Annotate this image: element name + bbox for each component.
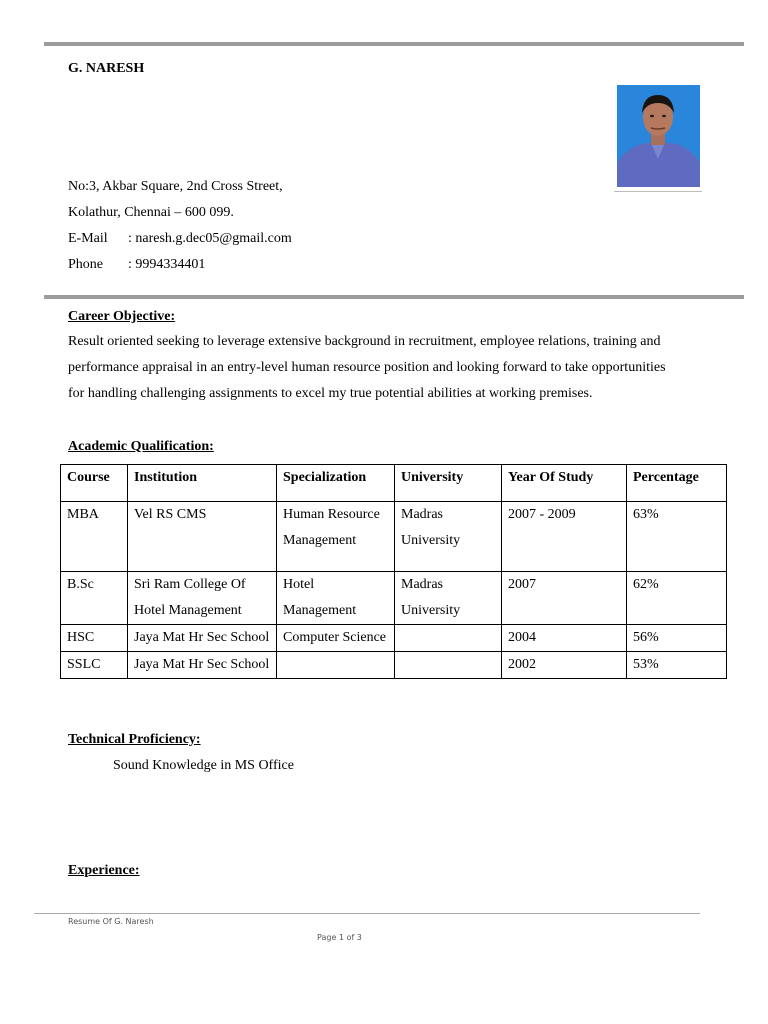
experience-heading: Experience:: [68, 863, 140, 878]
table-row: [61, 625, 727, 652]
table-header-row: [61, 465, 727, 502]
profile-photo-image: [617, 85, 700, 187]
address-line-2: Kolathur, Chennai – 600 099.: [68, 205, 234, 220]
table-cell: [277, 652, 395, 679]
table-cell: Madras University: [395, 502, 502, 572]
technical-proficiency-heading: Technical Proficiency:: [68, 732, 201, 747]
section-divider: [44, 295, 744, 299]
table-cell: 62%: [627, 572, 727, 625]
career-line: Result oriented seeking to leverage extensive background in recruitment, employee relations, training and: [68, 334, 661, 349]
top-divider: [44, 42, 744, 46]
table-cell: Madras University: [395, 572, 502, 625]
footer-page-number: Page 1 of 3: [317, 933, 362, 942]
footer-divider: [34, 913, 700, 914]
email-row: [68, 226, 292, 252]
table-cell: 2007 - 2009: [502, 502, 627, 572]
table-cell: SSLC: [61, 652, 128, 679]
table-cell: B.Sc: [61, 572, 128, 625]
profile-photo: [617, 85, 700, 187]
career-objective-heading: Career Objective:: [68, 309, 176, 324]
table-row: [61, 572, 727, 625]
column-header: Percentage: [627, 465, 727, 502]
table-cell: Computer Science: [277, 625, 395, 652]
career-line: for handling challenging assignments to excel my true potential abilities at working premises.: [68, 386, 593, 401]
phone-value: : 9994334401: [128, 257, 206, 272]
table-cell: [395, 625, 502, 652]
column-header: Specialization: [277, 465, 395, 502]
technical-proficiency-item: Sound Knowledge in MS Office: [113, 758, 294, 773]
column-header: University: [395, 465, 502, 502]
table-cell: HSC: [61, 625, 128, 652]
table-cell: 63%: [627, 502, 727, 572]
table-cell: 2007: [502, 572, 627, 625]
career-objective-text: [68, 329, 728, 407]
column-header: Year Of Study: [502, 465, 627, 502]
academic-qualification-table: [60, 464, 727, 679]
photo-underline: [614, 191, 702, 192]
address-line-1: No:3, Akbar Square, 2nd Cross Street,: [68, 179, 283, 194]
table-cell: Sri Ram College Of Hotel Management: [128, 572, 277, 625]
email-value: : naresh.g.dec05@gmail.com: [128, 231, 292, 246]
column-header: Course: [61, 465, 128, 502]
table-row: [61, 652, 727, 679]
academic-qualification-heading: Academic Qualification:: [68, 439, 214, 454]
phone-row: [68, 252, 205, 278]
table-cell: Human Resource Management: [277, 502, 395, 572]
footer-resume-title: Resume Of G. Naresh: [68, 917, 154, 926]
table-cell: 2002: [502, 652, 627, 679]
phone-label: Phone: [68, 257, 103, 272]
table-cell: Jaya Mat Hr Sec School: [128, 652, 277, 679]
email-label: E-Mail: [68, 231, 108, 246]
table-cell: Vel RS CMS: [128, 502, 277, 572]
table-cell: Hotel Management: [277, 572, 395, 625]
table-row: [61, 502, 727, 572]
table-cell: 2004: [502, 625, 627, 652]
table-cell: 56%: [627, 625, 727, 652]
candidate-name: G. NARESH: [68, 61, 145, 76]
career-line: performance appraisal in an entry-level human resource position and looking forward to take opportunities: [68, 360, 666, 375]
table-cell: MBA: [61, 502, 128, 572]
table-cell: [395, 652, 502, 679]
column-header: Institution: [128, 465, 277, 502]
table-cell: 53%: [627, 652, 727, 679]
table-cell: Jaya Mat Hr Sec School: [128, 625, 277, 652]
